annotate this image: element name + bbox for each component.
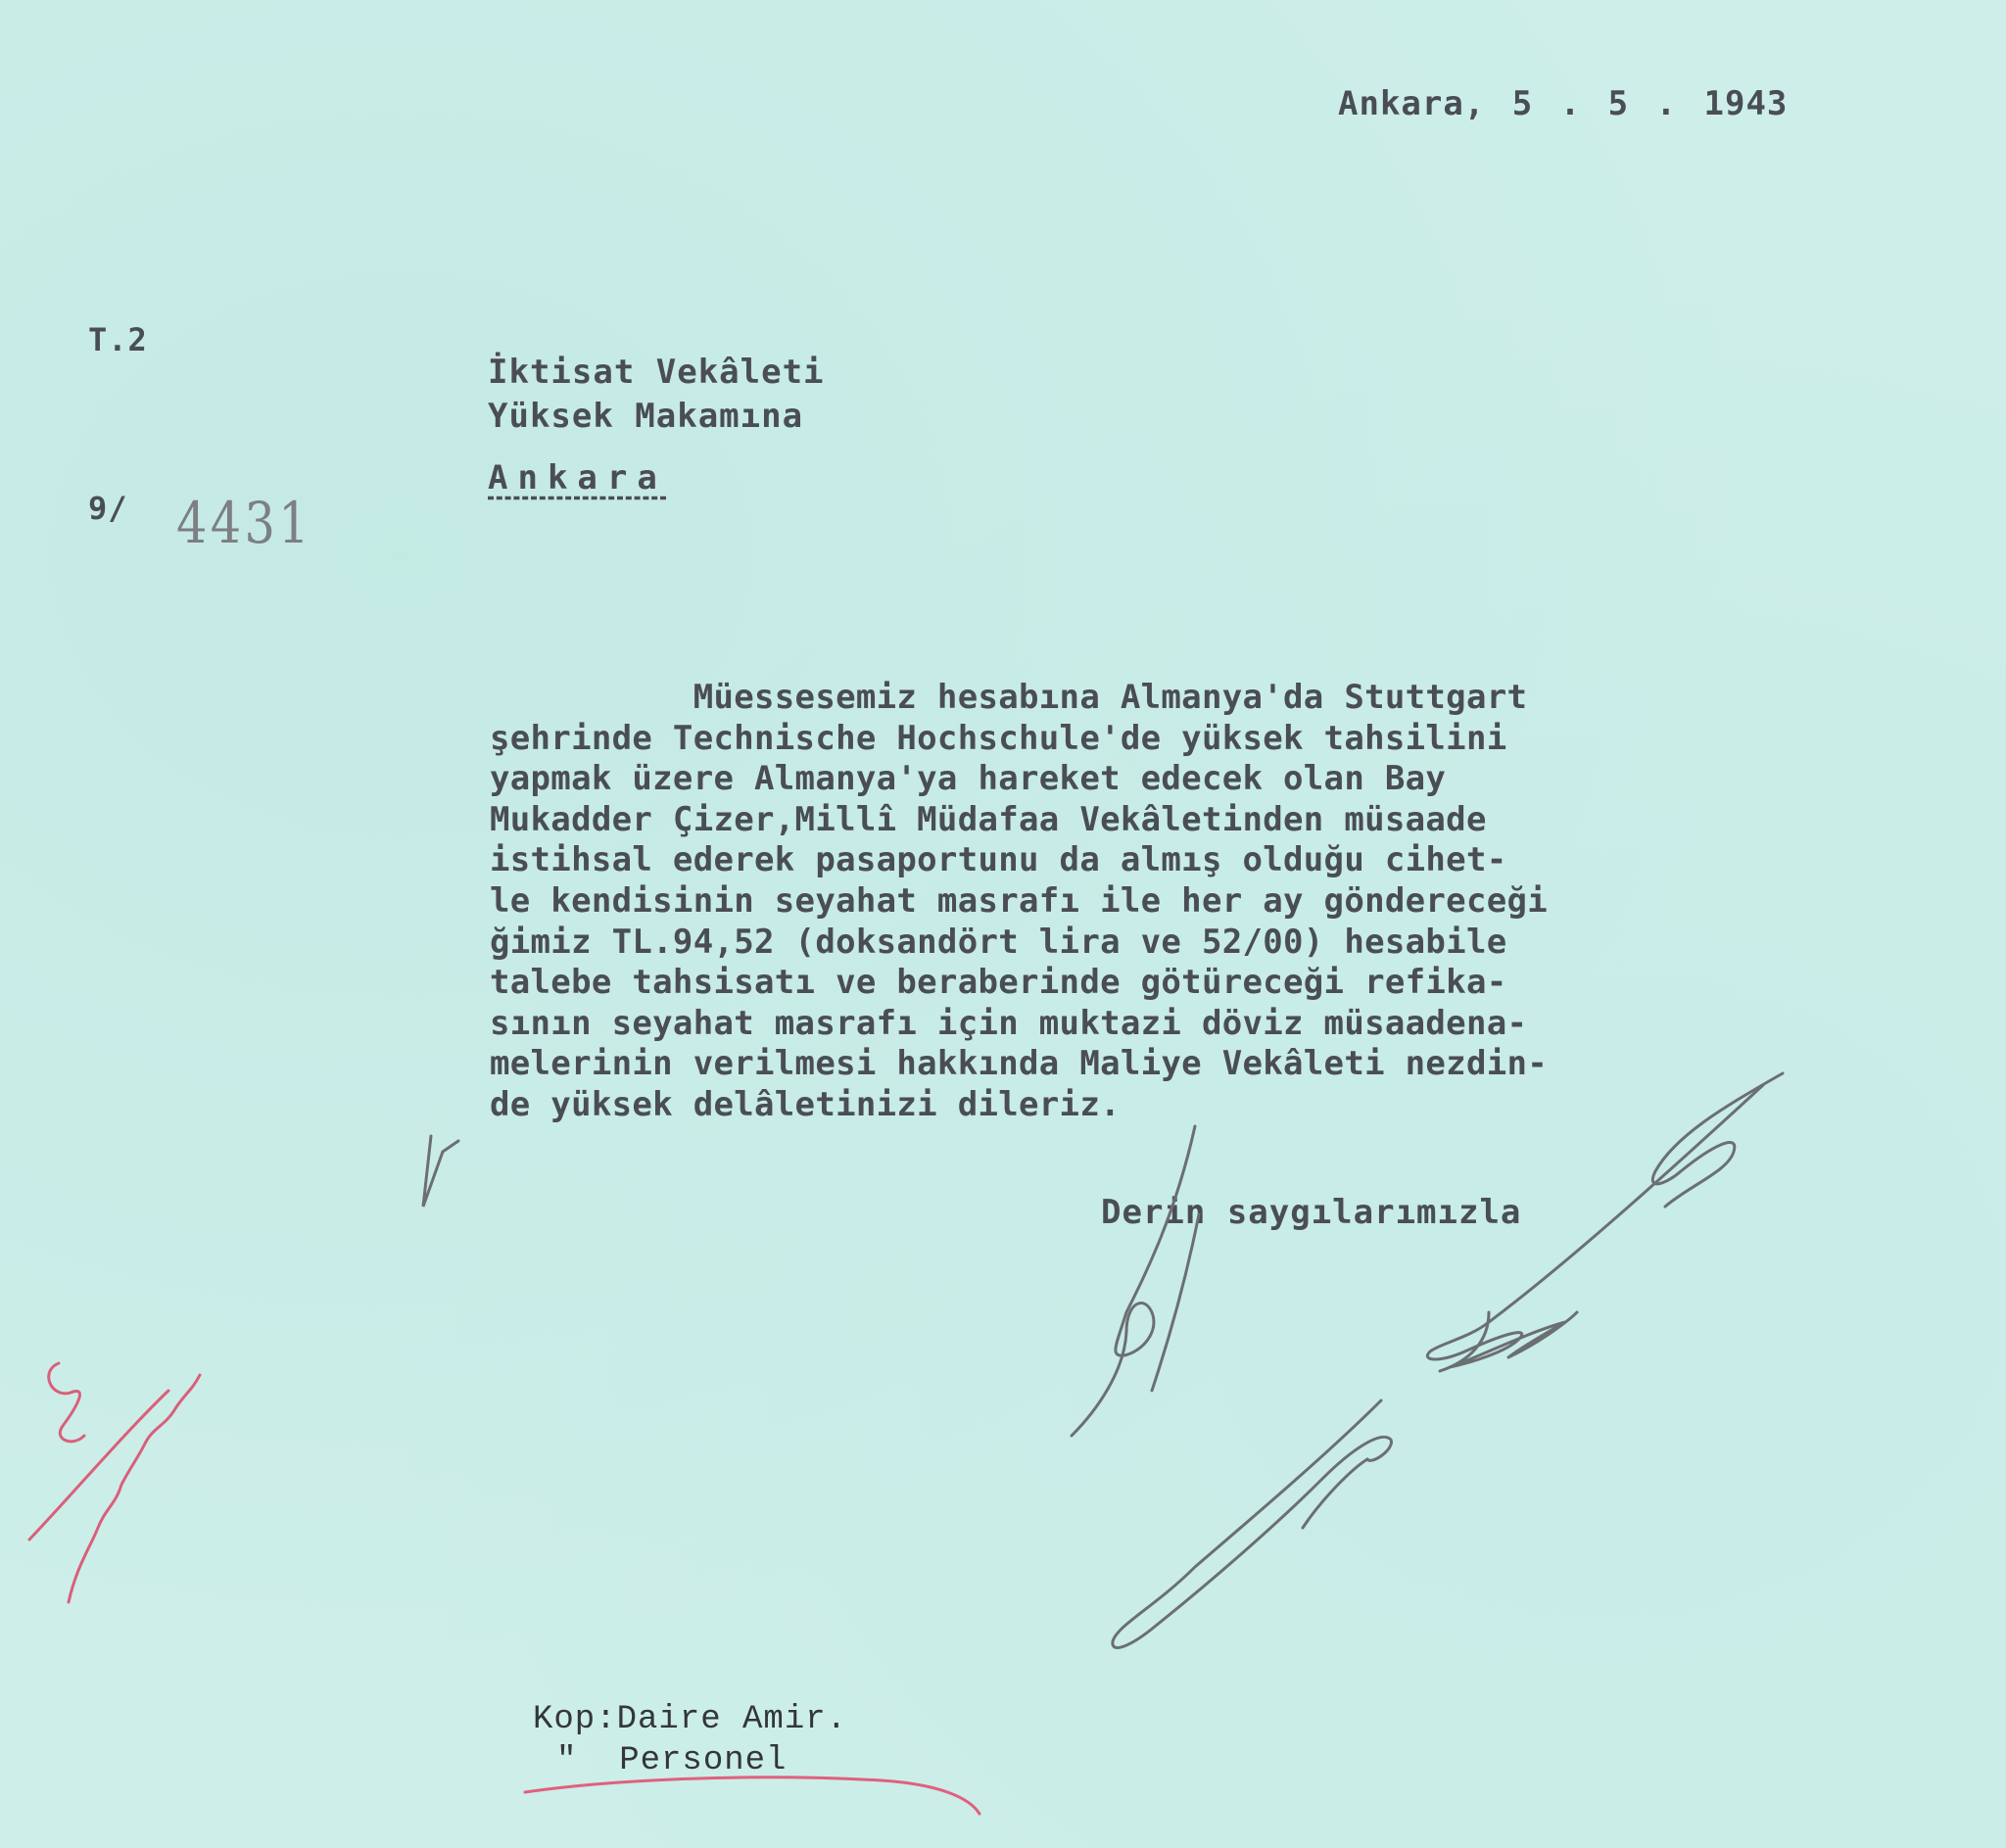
red-underline <box>525 1777 979 1814</box>
reference-code: T.2 <box>88 321 148 358</box>
reference-number-prefix: 9/ <box>88 490 128 527</box>
body-line: yapmak üzere Almanya'ya hareket edecek olan Bay <box>490 759 1447 799</box>
body-line: melerinin verilmesi hakkında Maliye Vekâleti nezdin- <box>490 1044 1549 1084</box>
addressee-line-1: İktisat Vekâleti <box>488 353 825 392</box>
copy-recipient-1: Kop:Daire Amir. <box>533 1701 848 1738</box>
body-line: Mukadder Çizer,Millî Müdafaa Vekâletinden müsaade <box>490 799 1487 839</box>
signature <box>1072 1073 1783 1648</box>
body-line: sının seyahat masrafı için muktazi döviz müsaadena- <box>490 1003 1528 1043</box>
body-line: ğimiz TL.94,52 (doksandört lira ve 52/00) hesabile <box>490 922 1507 962</box>
body-line: şehrinde Technische Hochschule'de yüksek tahsilini <box>490 718 1507 758</box>
body-line: istihsal ederek pasaportunu da almış olduğu cihet- <box>490 840 1507 880</box>
body-line: de yüksek delâletinizi dileriz. <box>490 1084 1121 1124</box>
closing-salutation: Derin saygılarımızla <box>1101 1193 1522 1232</box>
copy-recipient-2: " Personel <box>556 1742 788 1779</box>
date-line: Ankara, 5 . 5 . 1943 <box>1338 84 1789 123</box>
pencil-tick-mark <box>423 1136 458 1207</box>
addressee-line-2: Yüksek Makamına <box>488 397 804 436</box>
addressee-city: Ankara <box>488 458 667 498</box>
letter-body <box>490 678 1792 1126</box>
body-line: Müessesemiz hesabına Almanya'da Stuttgart <box>490 678 1528 717</box>
red-pencil-annotation <box>29 1363 200 1602</box>
stamped-number: 4431 <box>176 490 313 556</box>
body-line: le kendisinin seyahat masrafı ile her ay göndereceği <box>490 880 1549 921</box>
body-line: talebe tahsisatı ve beraberinde götüreceği refika- <box>490 963 1507 1003</box>
